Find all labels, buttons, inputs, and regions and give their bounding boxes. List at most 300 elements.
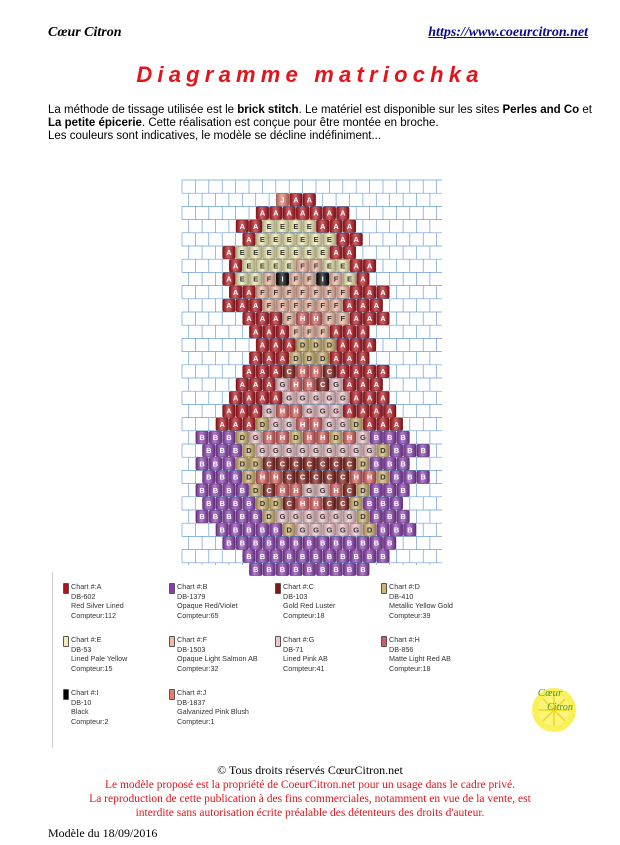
legend-color-swatch — [381, 636, 387, 647]
bead-letter: A — [360, 327, 366, 337]
bead-letter: B — [393, 499, 400, 508]
bead-letter: G — [279, 512, 286, 522]
bead-letter: B — [206, 499, 212, 508]
bead-letter: C — [319, 380, 326, 390]
bead-letter: H — [299, 499, 306, 508]
bead-letter: H — [319, 433, 326, 442]
bead-letter: E — [293, 248, 299, 258]
bead-letter: A — [252, 380, 259, 390]
bead-letter: A — [232, 287, 239, 297]
bead-letter: B — [226, 459, 232, 469]
bead-letter: B — [346, 538, 353, 548]
bead-letter: D — [252, 485, 259, 495]
bead-letter: A — [353, 235, 359, 244]
bead-letter: G — [346, 512, 353, 522]
bead-letter: H — [266, 433, 272, 442]
bead-letter: B — [373, 512, 380, 522]
bead-letter: B — [279, 538, 286, 548]
copyright: © Tous droits réservés CœurCitron.net — [217, 763, 403, 777]
bead-letter: E — [306, 221, 312, 231]
bead-letter: H — [293, 406, 299, 416]
bead-letter: F — [327, 314, 332, 324]
bead-letter: G — [366, 446, 373, 456]
bead-letter: G — [306, 485, 313, 495]
bead-letter: E — [300, 235, 306, 244]
bead-letter: A — [226, 406, 232, 416]
bead-letter: B — [299, 551, 306, 561]
legend-color-swatch — [63, 636, 69, 647]
legal-notice-line: Le modèle proposé est la propriété de CoeurCitron.net pour un usage dans le cadre privé. — [104, 779, 516, 791]
bead-letter: H — [313, 367, 319, 376]
bead-letter: B — [286, 551, 292, 561]
bead-letter: G — [266, 406, 273, 416]
bead-letter: B — [239, 512, 246, 522]
legend-code: DB-1379 — [177, 591, 206, 601]
legend-chart: Chart #:B — [177, 582, 208, 591]
bead-letter: B — [232, 525, 239, 535]
legend-chart: Chart #:I — [71, 688, 99, 697]
intro-paragraph-1 — [48, 104, 593, 130]
legend-count: Compteur:15 — [71, 663, 113, 673]
bead-letter: H — [366, 472, 373, 482]
bead-letter: B — [400, 433, 406, 442]
bead-letter: F — [320, 327, 325, 337]
legend-color-swatch — [275, 636, 281, 647]
bead-letter: B — [212, 485, 219, 495]
legend-chart: Chart #:E — [71, 635, 102, 644]
bead-letter: E — [340, 261, 346, 271]
bead-letter: A — [252, 406, 259, 416]
legend-code: DB-71 — [283, 644, 304, 654]
bead-letter: C — [313, 472, 319, 482]
bead-letter: F — [307, 274, 312, 284]
bead-letter: A — [346, 380, 353, 390]
legal-notice — [0, 778, 620, 820]
bead-letter: A — [259, 314, 266, 324]
bead-letter: F — [300, 261, 305, 271]
legend-color-swatch — [63, 583, 69, 594]
bead-letter: E — [259, 235, 265, 244]
bead-letter: B — [380, 499, 386, 508]
legend-name: Galvanized Pink Blush — [177, 707, 249, 717]
bead-letter: C — [340, 499, 346, 508]
bead-letter: D — [239, 433, 246, 442]
bead-letter: B — [386, 459, 393, 469]
bead-letter: H — [346, 433, 353, 442]
legend-chart: Chart #:F — [177, 635, 207, 644]
bead-letter: I — [281, 274, 284, 284]
bead-letter: A — [252, 327, 259, 337]
bead-letter: B — [407, 525, 413, 535]
coeur-citron-logo — [520, 672, 592, 742]
bead-letter: A — [273, 340, 279, 350]
bead-letter: B — [293, 538, 299, 548]
bead-letter: E — [279, 248, 286, 258]
legend-code: DB-602 — [71, 591, 96, 601]
legal-notice-line: La reproduction de cette publication à des fins commerciales, notamment en vue de la vente, est — [89, 793, 531, 805]
bead-letter: A — [286, 208, 292, 218]
bead-letter: B — [306, 538, 313, 548]
bead-letter: B — [199, 459, 205, 469]
bead-letter: B — [199, 485, 205, 495]
bead-letter: A — [380, 367, 386, 376]
logo-text-line2: Citron — [547, 702, 573, 713]
bead-letter: A — [259, 393, 266, 403]
shop-name-2: La petite épicerie — [48, 117, 142, 129]
bead-letter: A — [246, 314, 252, 324]
bead-letter: B — [400, 512, 406, 522]
bead-letter: F — [300, 287, 305, 297]
bead-letter: B — [273, 525, 279, 535]
bead-letter: E — [253, 274, 259, 284]
legend-name: Lined Pink AB — [283, 654, 328, 664]
bead-letter: C — [279, 459, 286, 469]
bead-letter: G — [299, 393, 306, 403]
bead-letter: G — [252, 433, 259, 442]
bead-letter: A — [353, 261, 359, 271]
bead-letter: A — [226, 274, 232, 284]
bead-letter: A — [246, 287, 252, 297]
bead-letter: B — [386, 433, 393, 442]
bead-letter: B — [393, 446, 400, 456]
bead-letter: F — [313, 261, 319, 271]
bead-letter: E — [286, 261, 292, 271]
bead-letter: E — [313, 235, 319, 244]
legend-count: Compteur:65 — [177, 610, 219, 620]
bead-letter: A — [346, 301, 353, 310]
bead-letter: A — [333, 327, 339, 337]
legend-code: DB-103 — [283, 591, 308, 601]
bead-letter: H — [293, 485, 299, 495]
bead-letter: A — [319, 221, 326, 231]
site-url-link[interactable]: https://www.coeurcitron.net — [428, 25, 588, 40]
bead-letter: B — [393, 472, 400, 482]
legend-code: DB-1503 — [177, 644, 206, 654]
bead-letter: A — [273, 314, 279, 324]
bead-letter: B — [373, 485, 380, 495]
bead-letter: B — [340, 551, 346, 561]
bead-letter: C — [286, 472, 292, 482]
bead-letter: G — [333, 406, 340, 416]
legend-code: DB-10 — [71, 697, 92, 707]
bead-letter: A — [346, 248, 353, 258]
bead-letter: A — [346, 327, 353, 337]
bead-letter: C — [326, 367, 333, 376]
bead-letter: A — [266, 380, 272, 390]
bead-letter: B — [239, 538, 246, 548]
bead-letter: A — [380, 393, 386, 403]
bead-letter: B — [232, 472, 239, 482]
bead-letter: G — [286, 446, 293, 456]
bead-letter: F — [307, 327, 312, 337]
bead-letter: F — [266, 274, 272, 284]
bead-letter: E — [253, 248, 259, 258]
bead-letter: C — [266, 485, 272, 495]
bead-letter: A — [380, 287, 386, 297]
bead-letter: A — [232, 393, 239, 403]
bead-letter: D — [299, 340, 306, 350]
bead-letter: E — [306, 248, 312, 258]
bead-letter: B — [400, 459, 406, 469]
bead-letter: A — [353, 287, 359, 297]
legend-name: Red Silver Lined — [71, 601, 124, 611]
bead-letter: B — [333, 538, 339, 548]
legal-notice-line: interdite sans autorisation écrite préalable des détenteurs des droits d'auteur. — [135, 807, 485, 819]
bead-letter: A — [259, 367, 266, 376]
bead-letter: B — [199, 433, 205, 442]
bead-letter: B — [346, 565, 353, 574]
bead-letter: A — [239, 380, 246, 390]
intro-text-segment: La méthode de tissage utilisée est le — [48, 104, 238, 116]
intro-text-segment: et — [579, 104, 592, 116]
bead-letter: B — [273, 551, 279, 561]
bead-letter: B — [279, 565, 286, 574]
bead-letter: I — [321, 274, 324, 284]
bead-letter: C — [266, 459, 272, 469]
bead-letter: A — [360, 301, 366, 310]
brand-name: Cœur Citron — [48, 25, 122, 40]
legend-name: Gold Red Luster — [283, 601, 336, 611]
bead-letter: B — [373, 433, 380, 442]
bead-letter: B — [219, 499, 225, 508]
bead-letter: G — [306, 406, 313, 416]
bead-letter: B — [246, 499, 252, 508]
bead-letter: A — [380, 419, 386, 429]
bead-letter: A — [333, 221, 339, 231]
bead-letter: D — [353, 419, 359, 429]
bead-letter: B — [420, 472, 426, 482]
bead-letter: G — [313, 525, 319, 535]
bead-letter: B — [380, 525, 386, 535]
bead-letter: A — [313, 208, 319, 218]
bead-letter: A — [380, 314, 386, 324]
bead-letter: F — [340, 314, 346, 324]
bead-letter: D — [333, 433, 339, 442]
bead-letter: D — [293, 353, 299, 363]
bead-letter: A — [346, 406, 353, 416]
bead-letter: A — [246, 419, 252, 429]
bead-letter: G — [333, 512, 340, 522]
bead-letter: A — [326, 208, 333, 218]
bead-letter: D — [319, 353, 326, 363]
bead-letter: B — [333, 565, 339, 574]
bead-letter: A — [293, 195, 299, 205]
bead-letter: F — [280, 301, 285, 310]
bead-letter: C — [346, 485, 353, 495]
legend-count: Compteur:112 — [71, 610, 117, 620]
bead-letter: A — [226, 248, 232, 258]
bead-letter: A — [273, 367, 279, 376]
bead-letter: G — [359, 433, 366, 442]
legend-name: Opaque Light Salmon AB — [177, 654, 258, 664]
bead-letter: G — [353, 525, 360, 535]
bead-letter: B — [252, 538, 259, 548]
bead-letter: E — [239, 274, 245, 284]
bead-letter: F — [273, 287, 279, 297]
bead-letter: B — [212, 459, 219, 469]
bead-letter: A — [366, 419, 373, 429]
bead-letter: B — [239, 485, 246, 495]
bead-letter: G — [319, 406, 326, 416]
bead-letter: B — [206, 472, 212, 482]
bead-letter: B — [400, 485, 406, 495]
bead-letter: A — [366, 393, 373, 403]
bead-letter: B — [252, 565, 259, 574]
bead-letter: A — [252, 353, 259, 363]
bead-letter: F — [286, 314, 292, 324]
bead-letter: F — [307, 301, 312, 310]
legend-chart: Chart #:G — [283, 635, 315, 644]
bead-letter: B — [386, 512, 393, 522]
legend-count: Compteur:32 — [177, 663, 219, 673]
bead-letter: B — [259, 551, 266, 561]
bead-letter: D — [306, 353, 313, 363]
bead-letter: B — [219, 472, 225, 482]
bead-letter: A — [306, 195, 313, 205]
bead-letter: G — [272, 419, 279, 429]
bead-letter: A — [279, 327, 286, 337]
bead-letter: B — [206, 446, 212, 456]
bead-letter: C — [326, 499, 333, 508]
bead-letter: G — [292, 512, 299, 522]
bead-letter: G — [259, 446, 266, 456]
bead-letter: A — [246, 393, 252, 403]
bead-letter: C — [346, 459, 353, 469]
legend-count: Compteur:41 — [283, 663, 325, 673]
bead-letter: G — [279, 380, 286, 390]
bead-letter: G — [353, 446, 360, 456]
bead-letter: A — [360, 274, 366, 284]
bead-letter: D — [353, 499, 359, 508]
legend-text — [177, 582, 238, 620]
bead-letter: D — [293, 433, 299, 442]
bead-letter: E — [320, 248, 326, 258]
bead-letter: F — [260, 287, 265, 297]
legend-color-swatch — [169, 689, 175, 700]
shop-name-1: Perles and Co — [502, 104, 580, 116]
bead-letter: G — [339, 446, 346, 456]
bead-letter: D — [259, 419, 266, 429]
legend-text — [71, 635, 127, 673]
bead-letter: G — [306, 512, 313, 522]
bead-letter: B — [380, 551, 386, 561]
bead-letter: A — [246, 235, 252, 244]
bead-letter: D — [380, 472, 386, 482]
bead-letter: G — [339, 393, 346, 403]
bead-letter: A — [386, 406, 393, 416]
bead-letter: B — [252, 512, 259, 522]
bead-letter: B — [360, 538, 366, 548]
bead-letter: E — [279, 221, 286, 231]
bead-letter: B — [306, 565, 313, 574]
bead-letter: B — [199, 512, 205, 522]
bead-letter: H — [306, 433, 313, 442]
legend-text — [177, 688, 249, 726]
bead-letter: A — [353, 340, 359, 350]
bead-letter: B — [353, 551, 359, 561]
legend-name: Metallic Yellow Gold — [389, 601, 453, 611]
bead-letter: B — [259, 525, 266, 535]
bead-letter: C — [286, 367, 292, 376]
bead-letter: A — [232, 419, 239, 429]
bead-letter: A — [266, 327, 272, 337]
bead-letter: B — [319, 538, 326, 548]
bead-letter: G — [299, 525, 306, 535]
legend-count: Compteur:18 — [283, 610, 325, 620]
bead-letter: E — [286, 235, 292, 244]
bead-letter: B — [266, 565, 272, 574]
bead-letter: B — [246, 551, 252, 561]
legend-code: DB-53 — [71, 644, 92, 654]
bead-letter: G — [333, 380, 340, 390]
bead-letter: F — [340, 287, 346, 297]
legend-text — [283, 635, 328, 673]
bead-letter: A — [252, 301, 259, 310]
bead-letter: A — [340, 367, 346, 376]
bead-letter: B — [373, 538, 380, 548]
bead-letter: D — [252, 459, 259, 469]
legend-count: Compteur:1 — [177, 716, 215, 726]
bead-letter: B — [232, 499, 239, 508]
bead-letter: A — [360, 353, 366, 363]
bead-letter: B — [393, 525, 400, 535]
legend-text — [389, 582, 453, 620]
bead-letter: A — [239, 406, 246, 416]
bead-letter: C — [286, 499, 292, 508]
bead-letter: F — [333, 301, 339, 310]
bead-letter: G — [326, 393, 333, 403]
bead-letter: A — [373, 380, 380, 390]
legend-chart: Chart #:A — [71, 582, 102, 591]
bead-letter: A — [273, 208, 279, 218]
bead-letter: H — [313, 314, 319, 324]
legend-text — [71, 688, 109, 726]
bead-letter: H — [299, 314, 306, 324]
bead-letter: B — [293, 565, 299, 574]
bead-letter: H — [293, 380, 299, 390]
bead-letter: E — [266, 221, 272, 231]
bead-letter: B — [386, 538, 393, 548]
bead-letter: F — [327, 287, 332, 297]
bead-letter: F — [293, 274, 299, 284]
bead-letter: B — [226, 485, 232, 495]
legend-name: Matte Light Red AB — [389, 654, 451, 664]
legend-text — [177, 635, 258, 673]
logo-text-line1: Cœur — [537, 687, 563, 699]
bead-letter: E — [326, 261, 332, 271]
bead-letter: F — [266, 301, 272, 310]
bead-letter: D — [246, 472, 252, 482]
bead-letter: B — [226, 538, 232, 548]
legend-color-swatch — [381, 583, 387, 594]
bead-letter: B — [212, 512, 219, 522]
legend-chart: Chart #:D — [389, 582, 420, 591]
bead-letter: B — [313, 551, 319, 561]
bead-letter: B — [246, 525, 252, 535]
legend-name: Lined Pale Yellow — [71, 654, 128, 664]
legend-color-swatch — [169, 583, 175, 594]
technique-name: brick stitch — [237, 104, 299, 116]
bead-pattern-diagram — [182, 180, 442, 574]
bead-letter: H — [279, 433, 286, 442]
bead-letter: H — [313, 419, 319, 429]
bead-letter: G — [319, 512, 326, 522]
legend-chart: Chart #:C — [283, 582, 314, 591]
bead-letter: D — [313, 340, 319, 350]
bead-letter: B — [219, 446, 225, 456]
bead-letter: G — [299, 446, 306, 456]
bead-letter: B — [226, 512, 232, 522]
